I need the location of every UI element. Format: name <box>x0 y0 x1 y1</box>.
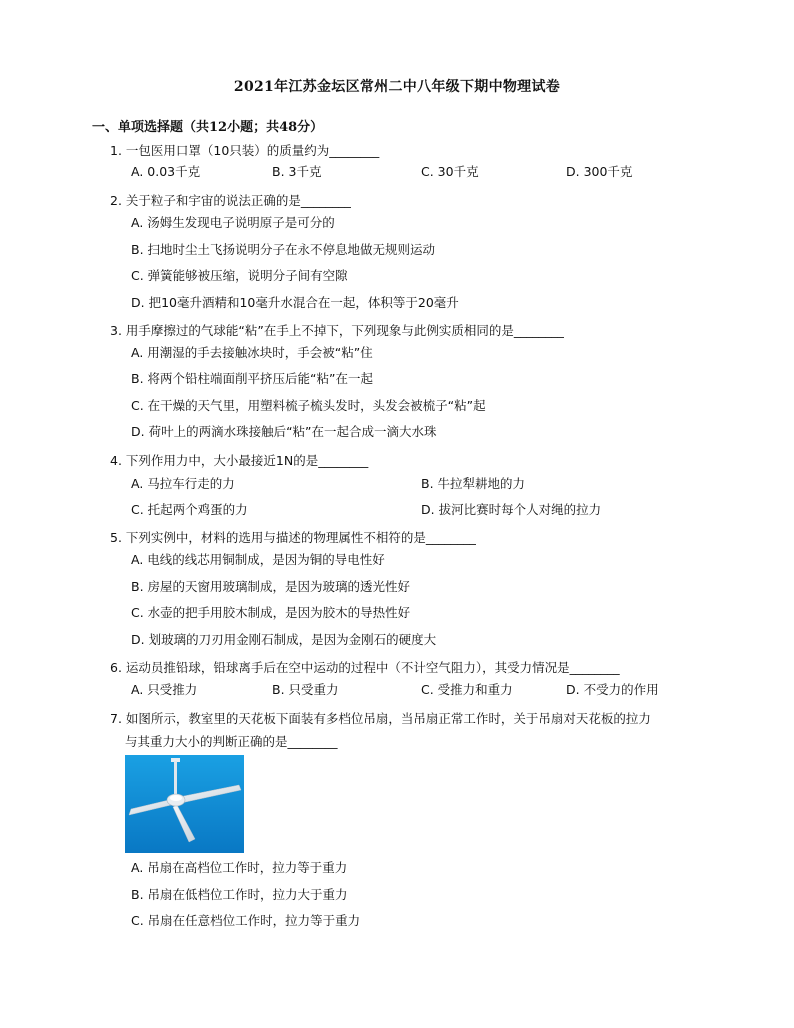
q2-option-d: D. 把10毫升酒精和10毫升水混合在一起，体积等于20毫升 <box>131 295 459 310</box>
q3-option-b: B. 将两个铅柱端面削平挤压后能“粘”在一起 <box>131 371 373 386</box>
q5-option-b: B. 房屋的天窗用玻璃制成，是因为玻璃的透光性好 <box>131 579 411 594</box>
q5-option-a: A. 电线的线芯用铜制成，是因为铜的导电性好 <box>131 552 385 567</box>
q6-option-d: D. 不受力的作用 <box>566 682 659 697</box>
question-2-stem: 2. 关于粒子和宇宙的说法正确的是________ <box>110 193 351 208</box>
question-3-stem: 3. 用手摩擦过的气球能“粘”在手上不掉下，下列现象与此例实质相同的是________ <box>110 323 564 338</box>
q6-option-a: A. 只受推力 <box>131 682 198 697</box>
q7-option-a: A. 吊扇在高档位工作时，拉力等于重力 <box>131 860 348 875</box>
q7-option-b: B. 吊扇在低档位工作时，拉力大于重力 <box>131 887 348 902</box>
q3-option-a: A. 用潮湿的手去接触冰块时，手会被“粘”住 <box>131 345 373 360</box>
question-7-stem-line-1: 7. 如图所示，教室里的天花板下面装有多档位吊扇，当吊扇正常工作时，关于吊扇对天花板的拉力 <box>110 711 651 726</box>
q4-option-a: A. 马拉车行走的力 <box>131 476 235 491</box>
q5-option-d: D. 划玻璃的刀刃用金刚石制成，是因为金刚石的硬度大 <box>131 632 437 647</box>
question-4-stem: 4. 下列作用力中，大小最接近1N的是________ <box>110 453 369 468</box>
question-5-stem: 5. 下列实例中，材料的选用与描述的物理属性不相符的是________ <box>110 530 476 545</box>
q4-option-b: B. 牛拉犁耕地的力 <box>421 476 526 491</box>
question-7-stem-line-2: 与其重力大小的判断正确的是________ <box>125 734 338 749</box>
ceiling-fan-image <box>125 755 244 853</box>
ceiling-fan-illustration <box>125 755 244 853</box>
q2-option-a: A. 汤姆生发现电子说明原子是可分的 <box>131 215 335 230</box>
q3-option-c: C. 在干燥的天气里，用塑料梳子梳头发时，头发会被梳子“粘”起 <box>131 398 486 413</box>
q4-option-d: D. 拔河比赛时每个人对绳的拉力 <box>421 502 602 517</box>
q1-option-c: C. 30千克 <box>421 164 479 179</box>
q1-option-b: B. 3千克 <box>272 164 322 179</box>
q7-option-c: C. 吊扇在任意档位工作时，拉力等于重力 <box>131 913 361 928</box>
question-1-stem: 1. 一包医用口罩（10只装）的质量约为________ <box>110 143 380 158</box>
q3-option-d: D. 荷叶上的两滴水珠接触后“粘”在一起合成一滴大水珠 <box>131 424 437 439</box>
q4-option-c: C. 托起两个鸡蛋的力 <box>131 502 248 517</box>
exam-title: 2021年江苏金坛区常州二中八年级下期中物理试卷 <box>233 79 561 95</box>
question-6-stem: 6. 运动员推铅球，铅球离手后在空中运动的过程中（不计空气阻力），其受力情况是________ <box>110 660 620 675</box>
section-heading: 一、单项选择题（共12小题；共48分） <box>92 120 324 135</box>
q6-option-b: B. 只受重力 <box>272 682 339 697</box>
q6-option-c: C. 受推力和重力 <box>421 682 513 697</box>
q5-option-c: C. 水壶的把手用胶木制成，是因为胶木的导热性好 <box>131 605 411 620</box>
q1-option-a: A. 0.03千克 <box>131 164 201 179</box>
q2-option-c: C. 弹簧能够被压缩，说明分子间有空隙 <box>131 268 348 283</box>
q2-option-b: B. 扫地时尘土飞扬说明分子在永不停息地做无规则运动 <box>131 242 436 257</box>
q1-option-d: D. 300千克 <box>566 164 633 179</box>
